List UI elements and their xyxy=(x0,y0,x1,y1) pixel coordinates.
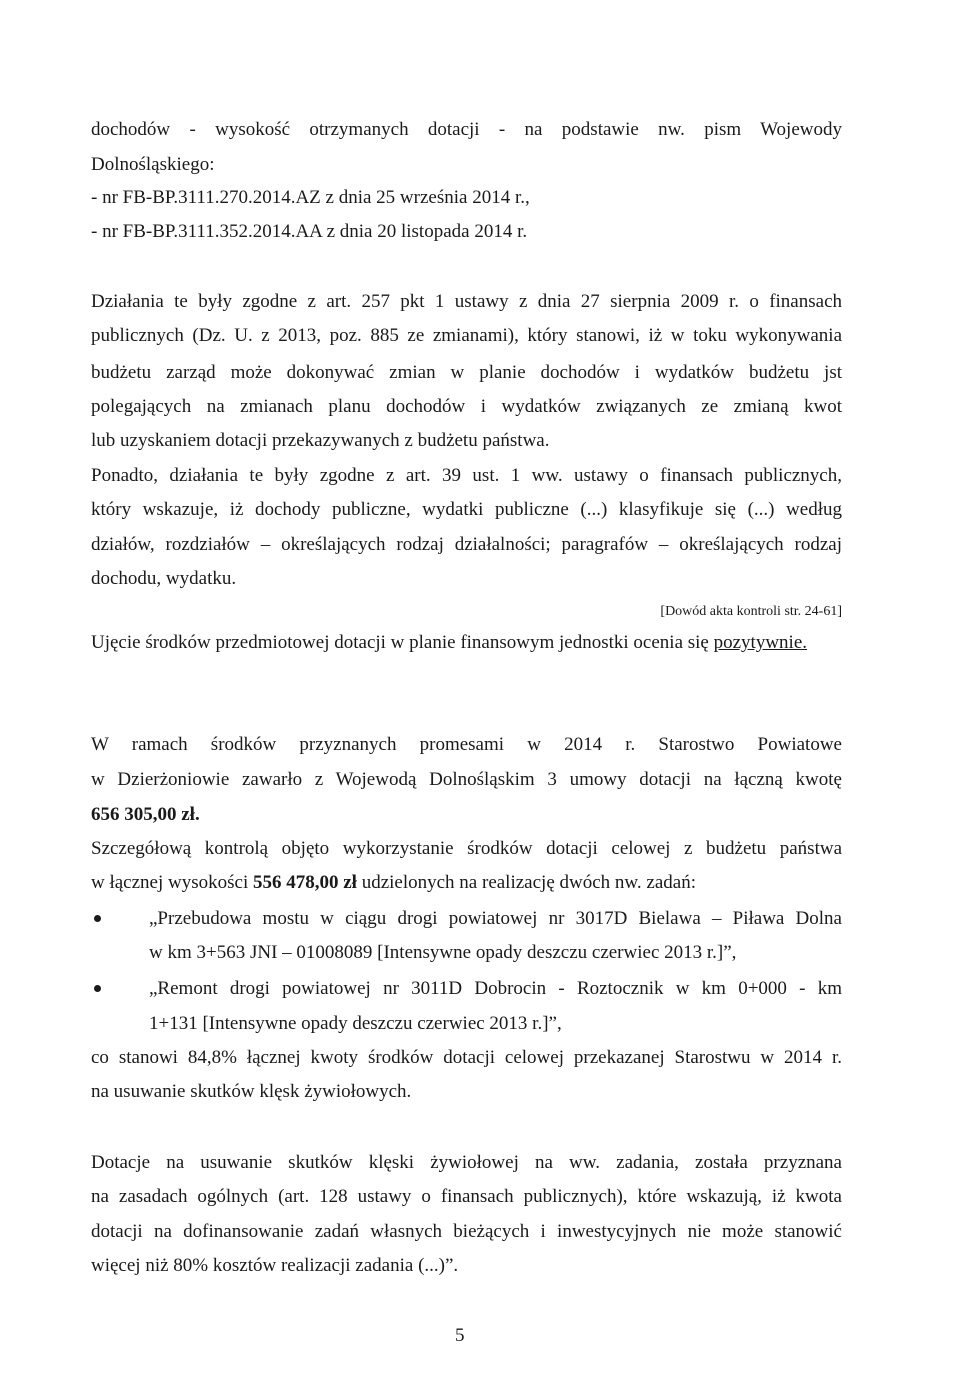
paragraph-line: polegających na zmianach planu dochodów i wydatków związanych ze zmianą kwot xyxy=(91,396,842,417)
paragraph-line: na usuwanie skutków klęsk żywiołowych. xyxy=(91,1081,412,1102)
paragraph-line: publicznych (Dz. U. z 2013, poz. 885 ze zmianami), który stanowi, iż w toku wykonywania xyxy=(91,325,842,346)
list-line: - nr FB-BP.3111.270.2014.AZ z dnia 25 września 2014 r., xyxy=(91,187,530,208)
paragraph-line: W ramach środków przyznanych promesami w 2014 r. Starostwo Powiatowe xyxy=(91,734,842,755)
bullet-icon xyxy=(94,915,101,922)
list-item-line: 1+131 [Intensywne opady deszczu czerwiec 2013 r.]”, xyxy=(149,1013,562,1034)
conclusion-line xyxy=(91,632,807,654)
list-item-line: „Przebudowa mostu w ciągu drogi powiatowej nr 3017D Bielawa – Piława Dolna xyxy=(149,908,842,929)
paragraph-line: lub uzyskaniem dotacji przekazywanych z budżetu państwa. xyxy=(91,430,550,451)
conclusion-text: Ujęcie środków przedmiotowej dotacji w planie finansowym jednostki ocenia się xyxy=(91,632,714,653)
paragraph-line: dotacji na dofinansowanie zadań własnych bieżących i inwestycyjnych nie może stanowić xyxy=(91,1221,842,1242)
paragraph-line xyxy=(91,872,696,894)
text-span: w łącznej wysokości xyxy=(91,872,253,893)
text-span: udzielonych na realizację dwóch nw. zadań: xyxy=(356,872,696,893)
paragraph-line: dochodów - wysokość otrzymanych dotacji - na podstawie nw. pism Wojewody xyxy=(91,119,842,140)
paragraph-line: Szczegółową kontrolą objęto wykorzystanie środków dotacji celowej z budżetu państwa xyxy=(91,838,842,859)
paragraph-line: Ponadto, działania te były zgodne z art. 39 ust. 1 ww. ustawy o finansach publicznych, xyxy=(91,465,842,486)
conclusion-emphasis: pozytywnie. xyxy=(713,632,808,653)
paragraph-line: działów, rozdziałów – określających rodzaj działalności; paragrafów – określających rodzaj xyxy=(91,534,842,555)
list-item-line: w km 3+563 JNI – 01008089 [Intensywne opady deszczu czerwiec 2013 r.]”, xyxy=(149,942,737,963)
paragraph-line: na zasadach ogólnych (art. 128 ustawy o finansach publicznych), które wskazują, iż kwota xyxy=(91,1186,842,1207)
list-line: - nr FB-BP.3111.352.2014.AA z dnia 20 listopada 2014 r. xyxy=(91,221,528,242)
amount-total: 656 305,00 zł. xyxy=(91,804,200,825)
paragraph-line: w Dzierżoniowie zawarło z Wojewodą Dolnośląskim 3 umowy dotacji na łączną kwotę xyxy=(91,769,842,790)
paragraph-line: co stanowi 84,8% łącznej kwoty środków dotacji celowej przekazanej Starostwu w 2014 r. xyxy=(91,1047,842,1068)
paragraph-line: budżetu zarząd może dokonywać zmian w planie dochodów i wydatków budżetu jst xyxy=(91,362,842,383)
list-item-line: „Remont drogi powiatowej nr 3011D Dobrocin - Roztocznik w km 0+000 - km xyxy=(149,978,842,999)
amount-controlled: 556 478,00 zł xyxy=(252,872,357,893)
paragraph-line: który wskazuje, iż dochody publiczne, wydatki publiczne (...) klasyfikuje się (...) według xyxy=(91,499,842,520)
evidence-reference: [Dowód akta kontroli str. 24-61] xyxy=(660,604,842,619)
page-number: 5 xyxy=(455,1325,465,1346)
paragraph-line: Dolnośląskiego: xyxy=(91,154,215,175)
paragraph-line: więcej niż 80% kosztów realizacji zadania (...)”. xyxy=(91,1255,459,1276)
paragraph-line: dochodu, wydatku. xyxy=(91,568,237,589)
paragraph-line: Dotacje na usuwanie skutków klęski żywiołowej na ww. zadania, została przyznana xyxy=(91,1152,842,1173)
paragraph-line: Działania te były zgodne z art. 257 pkt 1 ustawy z dnia 27 sierpnia 2009 r. o finansach xyxy=(91,291,842,312)
bullet-icon xyxy=(94,985,101,992)
